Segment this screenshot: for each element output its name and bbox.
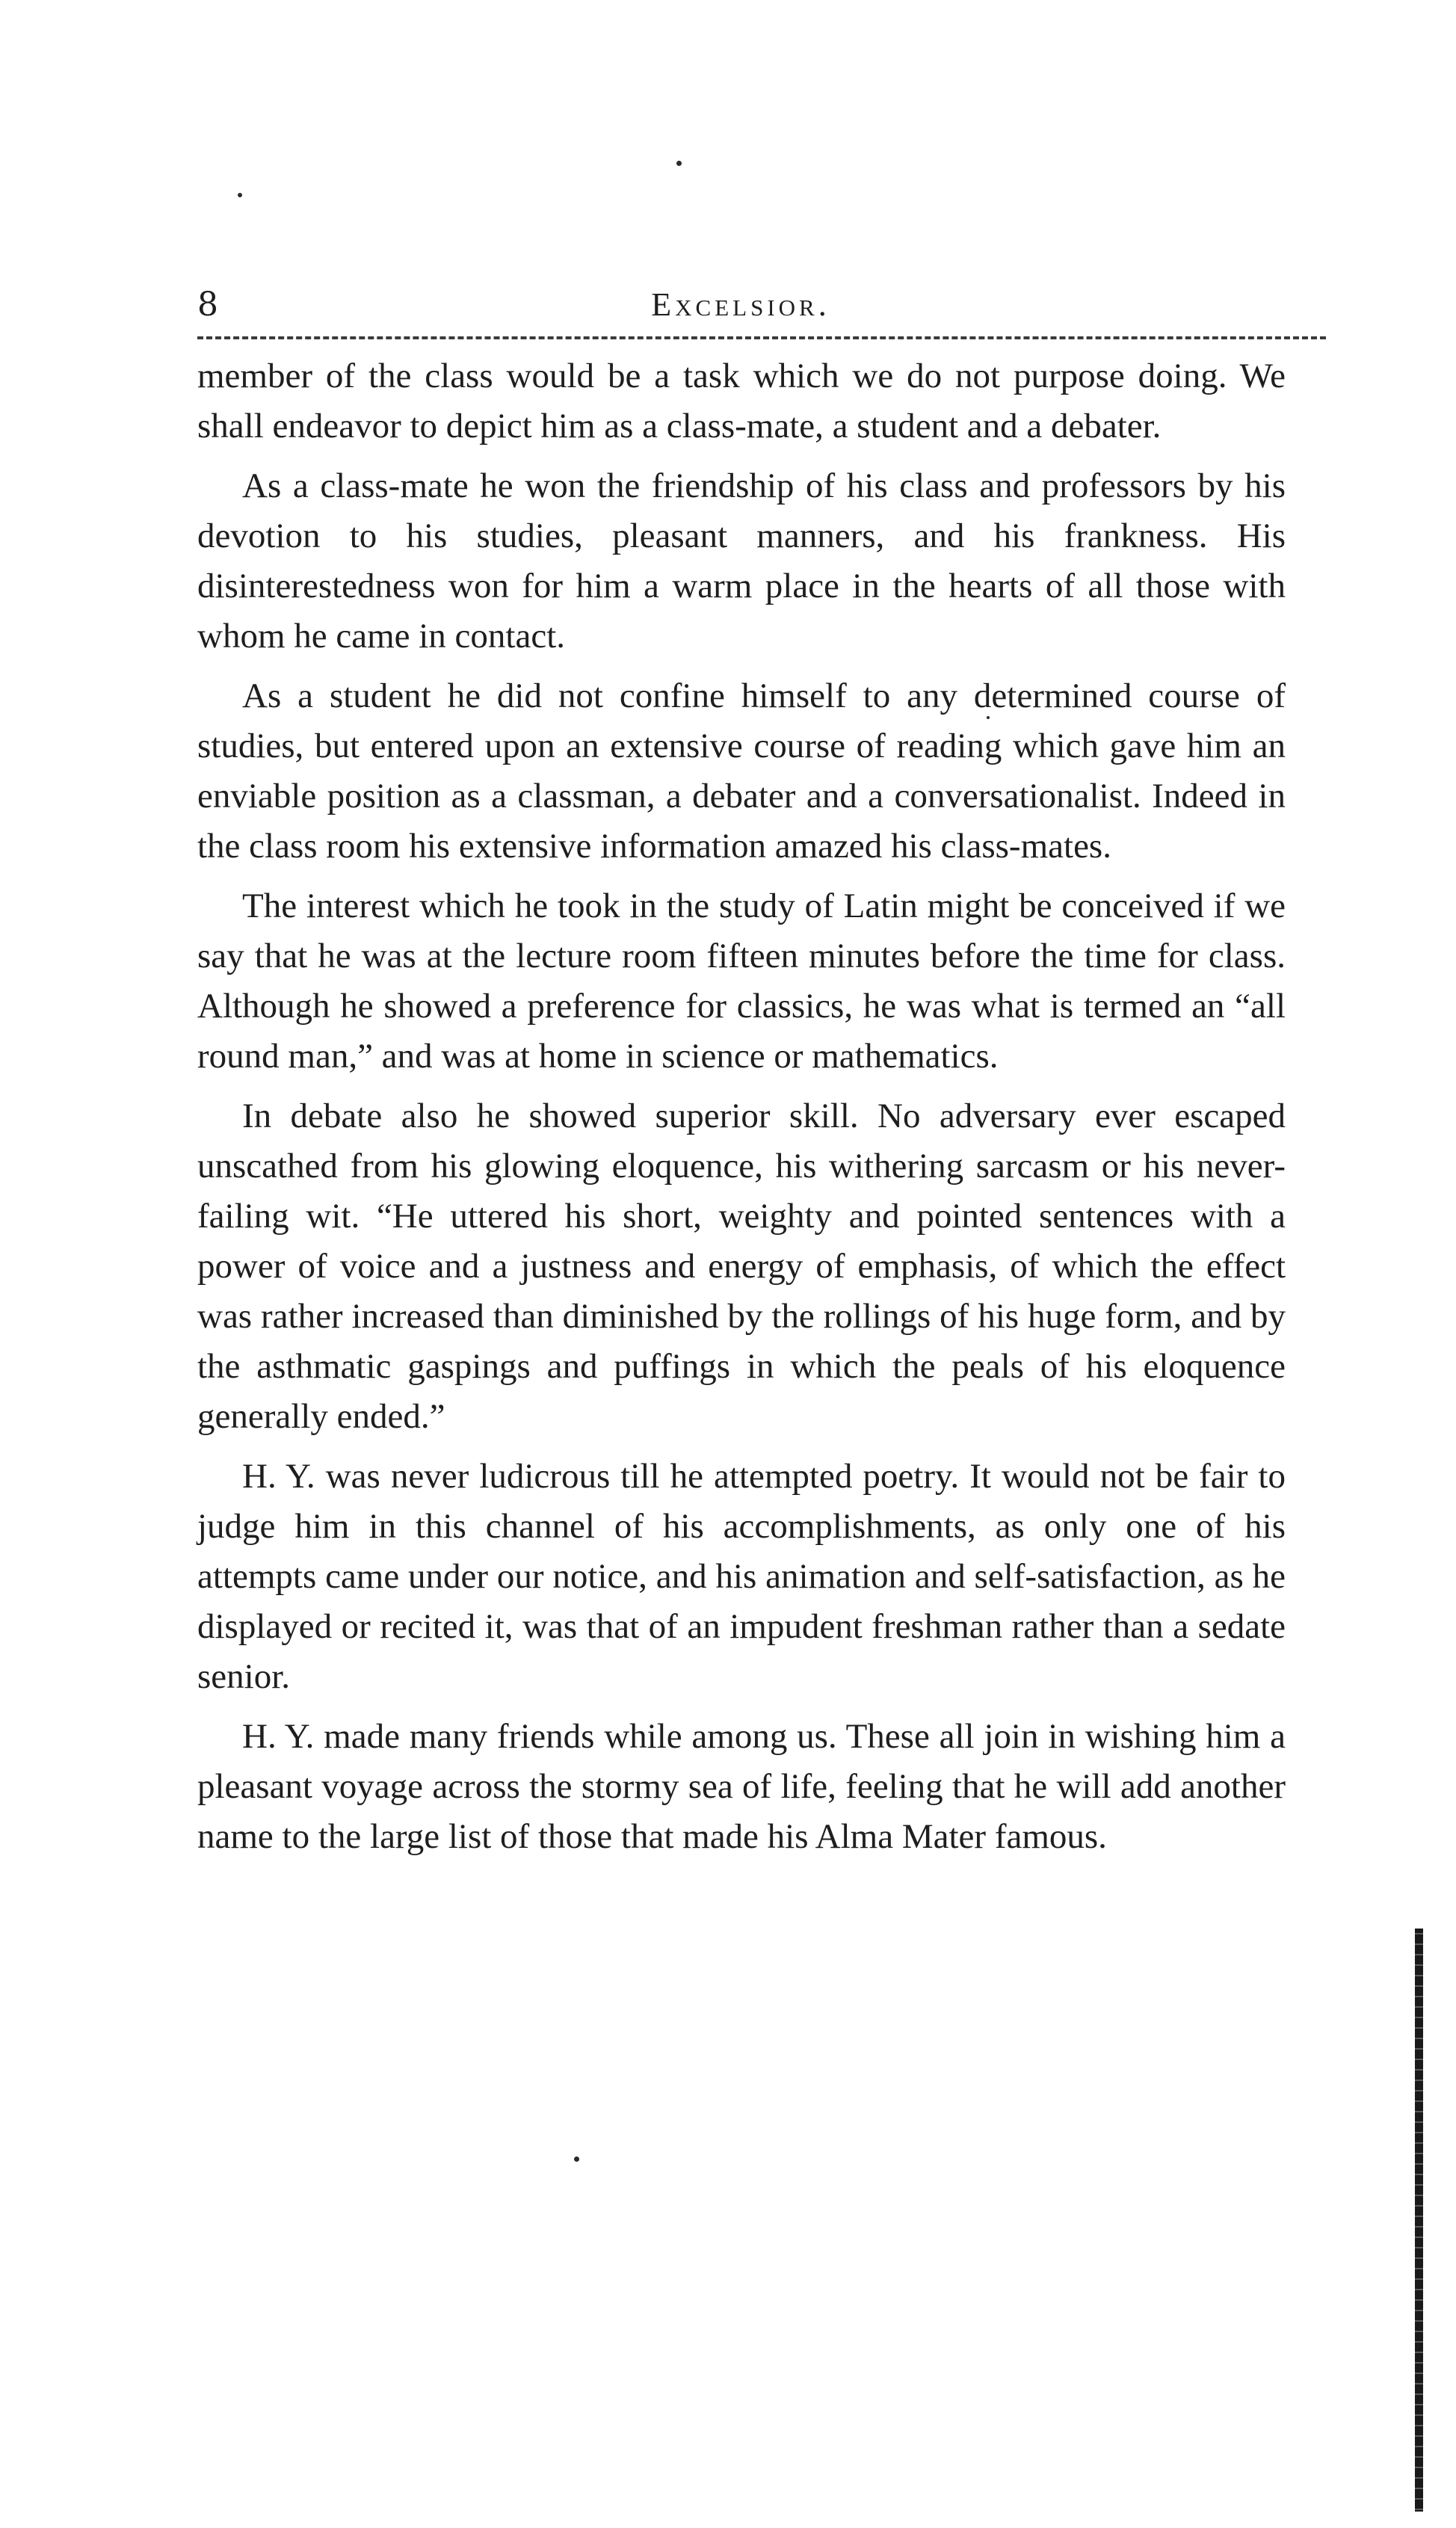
print-speck (238, 193, 242, 197)
paragraph: H. Y. made many friends while among us. These all join in wishing him a pleasant voyage across the stormy sea of life, feeling that he will add another name to the large list of those that made his Alma Mater famous. (197, 1717, 1286, 1856)
print-speck (676, 161, 682, 166)
header-rule (197, 336, 1326, 339)
paragraph: In debate also he showed superior skill. No adversary ever escaped unscathed from his glowing eloquence, his withering sarcasm or his never-failing wit. “He uttered his short, weighty and pointed sentences with a power of voice and a justness and energy of emphasis, of which the effect was rather increased than diminished by the rollings of his huge form, and by the asthmatic gaspings and puffings in which the peals of his eloquence generally ended.” (197, 1097, 1286, 1436)
paragraph: As a student he did not confine himself to any determined course of studies, but entered upon an extensive course of reading which gave him an enviable position as a classman, a debater and a conversationalist. Indeed in the class room his extensive information amazed his class-mates. (197, 676, 1286, 866)
running-head: Excelsior. (651, 286, 830, 323)
paragraph: As a class-mate he won the friendship of his class and professors by his devotion to his studies, pleasant manners, and his frankness. His disinterestedness won for him a warm place in the hearts of all those with whom he came in contact. (197, 466, 1286, 656)
print-speck (574, 2156, 579, 2162)
scan-edge-line (1415, 1929, 1423, 2512)
page-header (197, 283, 1284, 327)
page-number: 8 (197, 286, 218, 324)
paragraph: The interest which he took in the study of Latin might be conceived if we say that he was at the lecture room fifteen minutes before the time for class. Although he showed a preference for classics, he was what is termed an “all round man,” and was at home in science or mathematics. (197, 887, 1286, 1076)
paragraph: member of the class would be a task which we do not purpose doing. We shall endeavor to depict him as a class-mate, a student and a debater. (197, 357, 1286, 446)
paragraph: H. Y. was never ludicrous till he attempted poetry. It would not be fair to judge him in this channel of his accomplishments, as only one of his attempts came under our notice, and his animation and self-satisfaction, as he displayed or recited it, was that of an impudent freshman rather than a sedate senior. (197, 1457, 1286, 1696)
body-text (197, 351, 1286, 1872)
